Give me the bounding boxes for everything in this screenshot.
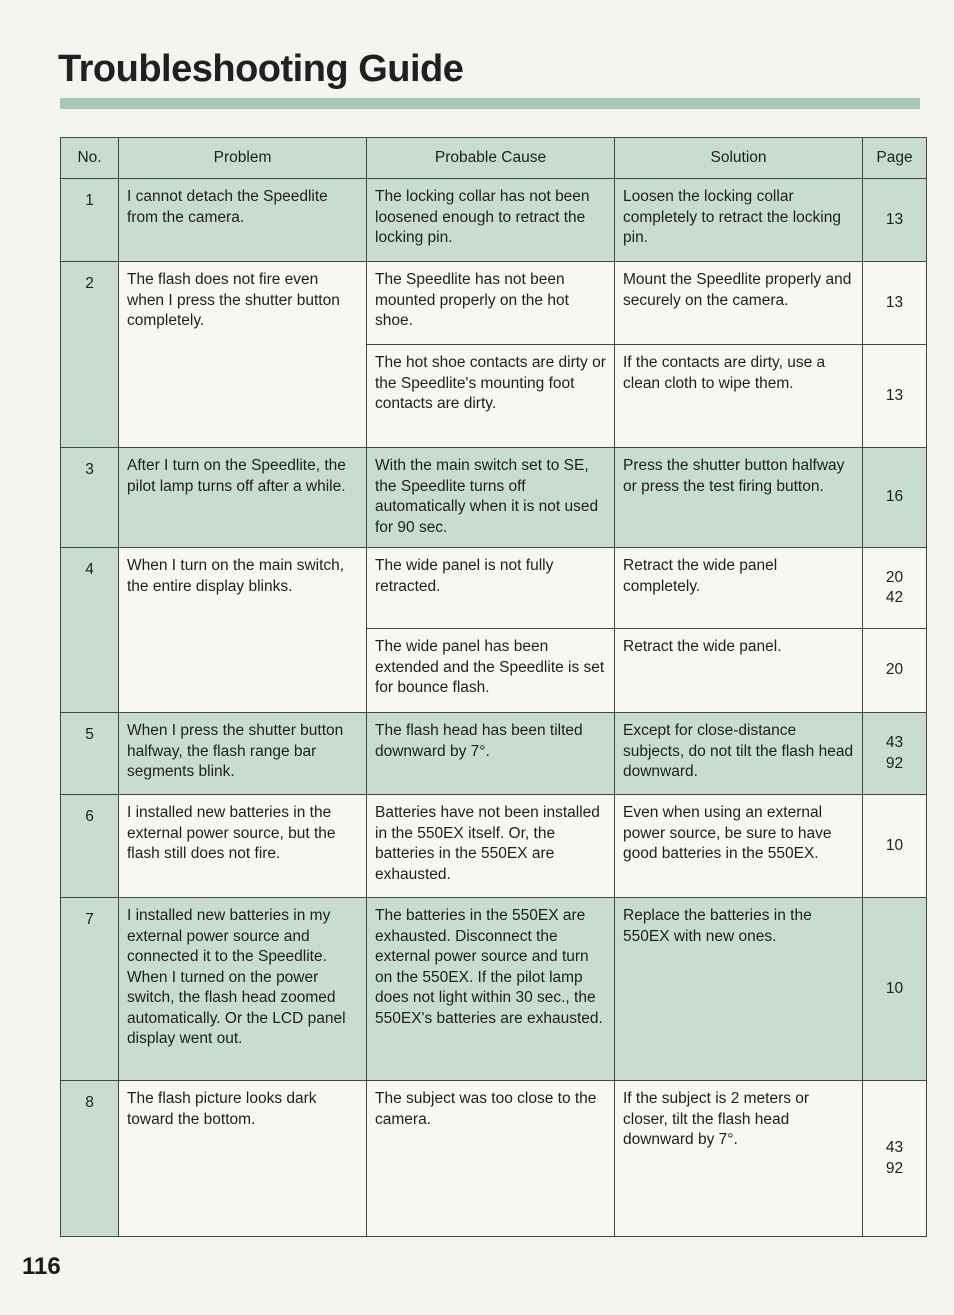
page-ref: 42	[885, 589, 904, 606]
page-ref: 10	[885, 979, 904, 997]
row-number: 2	[61, 262, 119, 448]
problem-cell: I installed new batteries in the external power source, but the flash still does not fire.	[119, 795, 367, 898]
problem-cell: When I press the shutter button halfway, the flash range bar segments blink.	[119, 713, 367, 795]
page-cell	[863, 795, 927, 898]
table-row	[61, 448, 927, 548]
page-ref: 13	[885, 293, 904, 311]
page-cell	[863, 629, 927, 713]
problem-cell: I installed new batteries in my external power source and connected it to the Speedlite. When I turned on the power switch, the flash head zoomed automatically. Or the LCD panel display went out.	[119, 898, 367, 1081]
row-number: 5	[61, 713, 119, 795]
page-ref: 92	[885, 1159, 904, 1177]
problem-cell: The flash does not fire even when I press the shutter button completely.	[119, 262, 367, 448]
header-problem: Problem	[119, 138, 367, 179]
page-ref: 43	[885, 1139, 904, 1156]
page-cell	[863, 548, 927, 629]
row-number: 4	[61, 548, 119, 713]
solution-cell: Mount the Speedlite properly and securely on the camera.	[615, 262, 863, 345]
page-cell	[863, 179, 927, 262]
page-title: Troubleshooting Guide	[58, 48, 464, 90]
header-page: Page	[863, 138, 927, 179]
solution-cell: Replace the batteries in the 550EX with new ones.	[615, 898, 863, 1081]
page-ref: 16	[885, 488, 904, 506]
solution-cell: Retract the wide panel.	[615, 629, 863, 713]
page-ref: 13	[885, 210, 904, 228]
row-number: 8	[61, 1081, 119, 1237]
solution-cell: If the contacts are dirty, use a clean cloth to wipe them.	[615, 345, 863, 448]
page-ref: 92	[885, 754, 904, 772]
page-cell	[863, 262, 927, 345]
table-row	[61, 179, 927, 262]
solution-cell: Even when using an external power source, be sure to have good batteries in the 550EX.	[615, 795, 863, 898]
header-solution: Solution	[615, 138, 863, 179]
problem-cell: The flash picture looks dark toward the bottom.	[119, 1081, 367, 1237]
row-number: 3	[61, 448, 119, 548]
title-rule	[60, 98, 920, 109]
problem-cell: When I turn on the main switch, the entire display blinks.	[119, 548, 367, 713]
table-row	[61, 795, 927, 898]
solution-cell: Except for close-distance subjects, do not tilt the flash head downward.	[615, 713, 863, 795]
table-header-row	[61, 138, 927, 179]
row-number: 6	[61, 795, 119, 898]
row-number: 1	[61, 179, 119, 262]
solution-cell: If the subject is 2 meters or closer, tilt the flash head downward by 7°.	[615, 1081, 863, 1237]
problem-cell: I cannot detach the Speedlite from the camera.	[119, 179, 367, 262]
cause-cell: Batteries have not been installed in the 550EX itself. Or, the batteries in the 550EX are exhausted.	[367, 795, 615, 898]
page-cell	[863, 898, 927, 1081]
cause-cell: The wide panel is not fully retracted.	[367, 548, 615, 629]
cause-cell: The locking collar has not been loosened enough to retract the locking pin.	[367, 179, 615, 262]
cause-cell: The Speedlite has not been mounted properly on the hot shoe.	[367, 262, 615, 345]
page-ref: 43	[885, 734, 904, 751]
table-row	[61, 898, 927, 1081]
cause-cell: The wide panel has been extended and the Speedlite is set for bounce flash.	[367, 629, 615, 713]
solution-cell: Loosen the locking collar completely to retract the locking pin.	[615, 179, 863, 262]
page-ref: 10	[885, 836, 904, 854]
page-number: 116	[22, 1253, 61, 1280]
troubleshooting-table	[60, 137, 927, 1237]
row-number: 7	[61, 898, 119, 1081]
page-cell	[863, 345, 927, 448]
table-row	[61, 262, 927, 345]
cause-cell: With the main switch set to SE, the Speedlite turns off automatically when it is not used for 90 sec.	[367, 448, 615, 548]
page-cell	[863, 448, 927, 548]
page-ref: 20	[885, 661, 904, 679]
header-no: No.	[61, 138, 119, 179]
table-row	[61, 713, 927, 795]
cause-cell: The subject was too close to the camera.	[367, 1081, 615, 1237]
problem-cell: After I turn on the Speedlite, the pilot lamp turns off after a while.	[119, 448, 367, 548]
page-cell	[863, 713, 927, 795]
cause-cell: The batteries in the 550EX are exhausted. Disconnect the external power source and turn on the 550EX. If the pilot lamp does not light within 30 sec., the 550EX's batteries are exhausted.	[367, 898, 615, 1081]
page-ref: 20	[885, 568, 904, 586]
page-cell	[863, 1081, 927, 1237]
table-row	[61, 1081, 927, 1237]
cause-cell: The hot shoe contacts are dirty or the Speedlite's mounting foot contacts are dirty.	[367, 345, 615, 448]
table-row	[61, 548, 927, 629]
solution-cell: Press the shutter button halfway or press the test firing button.	[615, 448, 863, 548]
solution-cell: Retract the wide panel completely.	[615, 548, 863, 629]
page-ref: 13	[885, 386, 904, 404]
cause-cell: The flash head has been tilted downward by 7°.	[367, 713, 615, 795]
header-cause: Probable Cause	[367, 138, 615, 179]
